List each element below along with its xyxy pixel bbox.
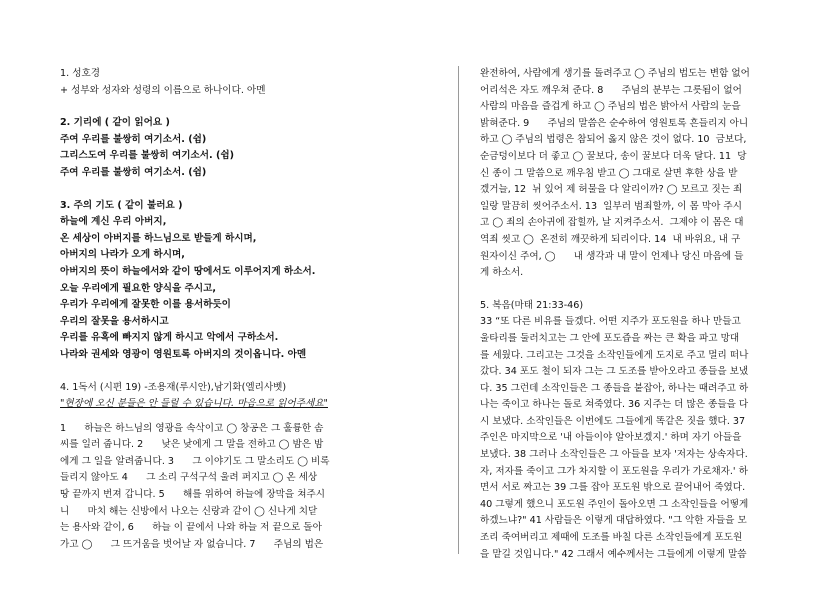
gospel-line: 시 보냈다. 소작인들은 이번에도 그들에게 똑같은 짓을 했다. 37	[480, 415, 746, 427]
gospel-line: 다. 35 그런데 소작인들은 그 종들을 붙잡아, 하나는 때려주고 하	[480, 382, 749, 394]
gospel-line: 나는 죽이고 하나는 돌로 쳐죽였다. 36 지주는 더 많은 종들을 다	[480, 399, 749, 411]
psalm-line: 에게 그 일을 알려줍니다. 3 그 이야기도 그 말소리도 ◯ 비록	[60, 455, 330, 467]
reading-note: "현장에 오신 분들은 안 들릴 수 있습니다. 마음으로 읽어주세요"	[60, 398, 328, 410]
gospel-line: 자, 저자를 죽이고 그가 차지할 이 포도원을 우리가 가로채자.' 하	[480, 465, 748, 477]
psalm-line: 어리석은 자도 깨우쳐 준다. 8 주님의 분부는 그릇됨이 없어	[480, 84, 742, 96]
psalm-line: 들리지 않아도 4 그 소리 구석구석 울려 퍼지고 ◯ 온 세상	[60, 472, 318, 484]
gospel-line: 을 맡길 것입니다." 42 그래서 예수께서는 그들에게 이렇게 말씀	[480, 548, 747, 560]
section-5-title: 5. 복음(마태 21:33-46)	[480, 299, 584, 311]
psalm-line: 사람의 마음을 즐겁게 하고 ◯ 주님의 법은 밝아서 사람의 눈을	[480, 101, 741, 113]
psalm-line: 일랑 말끔히 씻어주소서. 13 일부러 범죄할까, 이 몸 막아 주시	[480, 200, 742, 212]
gospel-line: 조리 죽여버리고 제때에 도조를 바칠 다른 소작인들에게 포도원	[480, 532, 743, 544]
left-column	[60, 66, 400, 553]
psalm-line: 원자이신 주여, ◯ 내 생각과 내 말이 언제나 당신 마음에 들	[480, 250, 744, 262]
gospel-line: 면서 서로 짜고는 39 그를 잡아 포도원 밖으로 끌어내어 죽였다.	[480, 482, 746, 494]
psalm-line: 게 하소서.	[480, 267, 524, 279]
kyrie-line: 주여 우리를 불쌍히 여기소서. (쉼)	[60, 133, 207, 145]
psalm-line: 가고 ◯ 그 뜨거움을 벗어날 자 없습니다. 7 주님의 법은	[60, 538, 324, 550]
gospel-line: 하겠느냐?" 41 사람들은 이렇게 대답하였다. "그 악한 자들을 모	[480, 515, 747, 527]
kyrie-line: 주여 우리를 불쌍히 여기소서. (쉼)	[60, 166, 207, 178]
section-2-title: 2. 기리에 ( 같이 읽어요 )	[60, 117, 170, 129]
lords-prayer-line: 오늘 우리에게 필요한 양식을 주시고,	[60, 282, 217, 294]
lords-prayer-line: 아버지의 나라가 오게 하시며,	[60, 249, 185, 261]
lords-prayer-line: 하늘에 계신 우리 아버지,	[60, 216, 167, 228]
psalm-line: 씨를 일러 줍니다. 2 낮은 낮에게 그 말을 전하고 ◯ 밤은 밤	[60, 439, 324, 451]
section-1-title: 1. 성호경	[60, 68, 101, 79]
psalm-line: 신 종이 그 말씀으로 깨우침 받고 ◯ 그대로 살면 후한 상을 받	[480, 167, 738, 179]
right-column	[480, 66, 784, 563]
sign-of-cross-text: + 성부와 성자와 성령의 이름으로 하나이다. 아멘	[60, 84, 266, 96]
gospel-line: 33 “또 다른 비유를 들겠다. 어떤 지주가 포도원을 하나 만들고	[480, 316, 741, 328]
psalm-line: 1 하늘은 하느님의 영광을 속삭이고 ◯ 창공은 그 훌륭한 솜	[60, 422, 324, 434]
column-divider	[458, 66, 459, 554]
gospel-line: 갔다. 34 포도 철이 되자 그는 그 도조를 받아오라고 종들을 보냈	[480, 366, 749, 378]
lords-prayer-line: 우리를 유혹에 빠지지 않게 하시고 악에서 구하소서.	[60, 332, 279, 344]
psalm-line: 순금덩이보다 더 좋고 ◯ 꿀보다, 송이 꿀보다 더욱 달다. 11 당	[480, 150, 747, 162]
psalm-line: 완전하여, 사람에게 생기를 돌려주고 ◯ 주님의 법도는 변함 없어	[480, 68, 750, 79]
gospel-line: 40 그렇게 했으니 포도원 주인이 돌아오면 그 소작인들을 어떻게	[480, 498, 749, 510]
psalm-line: 역죄 씻고 ◯ 온전히 깨끗하게 되리이다. 14 내 바위요, 내 구	[480, 233, 741, 245]
psalm-line: 밝혀준다. 9 주님의 말씀은 순수하여 영원토록 흔들리지 아니	[480, 117, 749, 129]
section-3-title: 3. 주의 기도 ( 같이 불러요 )	[60, 199, 183, 211]
gospel-line: 주인은 마지막으로 '내 아들이야 알아보겠지.' 하며 자기 아들을	[480, 432, 742, 444]
psalm-line: 니 마치 해는 신방에서 나오는 신랑과 같이 ◯ 신나게 치닫	[60, 505, 318, 517]
gospel-line: 울타리를 둘러치고는 그 안에 포도즙을 짜는 큰 확을 파고 망대	[480, 332, 740, 344]
psalm-line: 는 용사와 같이, 6 하늘 이 끝에서 나와 하늘 저 끝으로 돌아	[60, 522, 322, 534]
gospel-line: 보냈다. 38 그러나 소작인들은 그 아들을 보자 '저자는 상속자다.	[480, 449, 748, 461]
psalm-line: 고 ◯ 죄의 손아귀에 잡힐까, 날 지켜주소서. 그제야 이 몸은 대	[480, 217, 744, 229]
kyrie-line: 그리스도여 우리를 불쌍히 여기소서. (쉼)	[60, 150, 235, 162]
lords-prayer-line: 온 세상이 아버지를 하느님으로 받들게 하시며,	[60, 232, 257, 244]
lords-prayer-line: 아버지의 뜻이 하늘에서와 같이 땅에서도 이루어지게 하소서.	[60, 265, 316, 277]
psalm-line: 땅 끝까지 번져 갑니다. 5 해를 위하여 하늘에 장막을 쳐주시	[60, 489, 326, 501]
lords-prayer-line: 우리가 우리에게 잘못한 이를 용서하듯이	[60, 299, 231, 311]
psalm-line: 하고 ◯ 주님의 법령은 참되어 옳지 않은 것이 없다. 10 금보다,	[480, 134, 747, 146]
section-4-title: 4. 1독서 (시편 19) -조용재(루시안),남기화(엘리사벳)	[60, 381, 287, 393]
lords-prayer-line: 나라와 권세와 영광이 영원토록 아버지의 것이옵니다. 아멘	[60, 348, 307, 360]
gospel-line: 를 세웠다. 그리고는 그것을 소작인들에게 도지로 주고 멀리 떠나	[480, 349, 749, 361]
lords-prayer-line: 우리의 잘못을 용서하시고	[60, 315, 169, 327]
psalm-line: 겠거늘, 12 뉘 있어 제 허물을 다 알리이까? ◯ 모르고 짓는 죄	[480, 184, 743, 196]
